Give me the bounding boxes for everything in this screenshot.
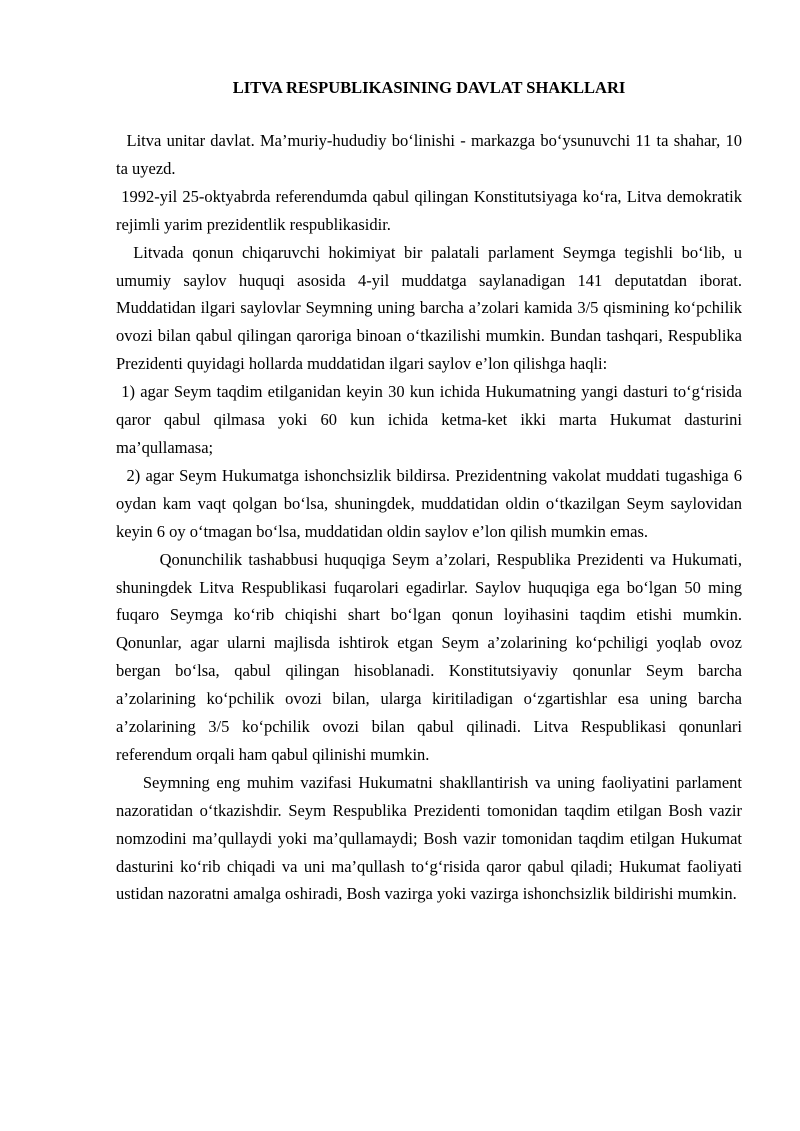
paragraph-condition-1: 1) agar Seym taqdim etilganidan keyin 30 kun ichida Hukumatning yangi dasturi to‘g‘risida qaror qabul qilmasa yoki 60 kun ichida ketma-ket ikki marta Hukumat dasturini ma’qullamasa; bbox=[116, 382, 747, 457]
paragraph-legislature: Litvada qonun chiqaruvchi hokimiyat bir palatali parlament Seymga tegishli bo‘lib, u umumiy saylov huquqi asosida 4-yil muddatga saylanadigan 141 deputatdan iborat. Muddatidan ilgari saylovlar Seymning uning barcha a’zolari kamida 3/5 qismining ko‘pchilik ovozi bilan qabul qilingan qaroriga binoan o‘tkazilishi mumkin. Bundan tashqari, Respublika Prezidenti quyidagi hollarda muddatidan ilgari saylov e’lon qilishga haqli: bbox=[116, 242, 747, 374]
paragraph-constitution: 1992-yil 25-oktyabrda referendumda qabul qilingan Konstitutsiyaga ko‘ra, Litva demokratik rejimli yarim prezidentlik respublikasidir. bbox=[116, 186, 747, 234]
paragraph-condition-2: 2) agar Seym Hukumatga ishonchsizlik bildirsa. Prezidentning vakolat muddati tugashiga 6 oydan kam vaqt qolgan bo‘lsa, shuningdek, muddatidan oldin o‘tkazilgan Seym saylovidan keyin 6 oy o‘tmagan bo‘lsa, muddatidan oldin saylov e’lon qilish mumkin emas. bbox=[116, 465, 747, 541]
document-body bbox=[116, 127, 747, 908]
document-title: LITVA RESPUBLIKASINING DAVLAT SHAKLLARI bbox=[232, 78, 626, 97]
paragraph-administrative-division: Litva unitar davlat. Ma’muriy-hududiy bo‘linishi - markazga bo‘ysunuvchi 11 ta shahar, 10 ta uyezd. bbox=[116, 131, 747, 178]
paragraph-legislative-initiative: Qonunchilik tashabbusi huquqiga Seym a’zolari, Respublika Prezidenti va Hukumati, shuningdek Litva Respublikasi fuqarolari egadirlar. Saylov huquqiga ega bo‘lgan 50 ming fuqaro Seymga ko‘rib chiqishi shart bo‘lgan qonun loyihasini taqdim etishi mumkin. Qonunlar, agar ularni majlisda ishtirok etgan Seym a’zolarining ko‘pchiligi yoqlab ovoz bergan bo‘lsa, qabul qilingan hisoblanadi. Konstitutsiyaviy qonunlar Seym barcha a’zolarining ko‘pchilik ovozi bilan, ularga kiritiladigan o‘zgartishlar esa uning barcha a’zolarining 3/5 ko‘pchilik ovozi bilan qabul qilinadi. Litva Respublikasi qonunlari referendum orqali ham qabul qilinishi mumkin. bbox=[116, 549, 747, 764]
paragraph-seym-duties: Seymning eng muhim vazifasi Hukumatni shakllantirish va uning faoliyatini parlament nazoratidan o‘tkazishdir. Seym Respublika Prezidenti tomonidan taqdim etilgan Bosh vazir nomzodini ma’qullaydi yoki ma’qullamaydi; Bosh vazir tomonidan taqdim etilgan Hukumat dasturini ko‘rib chiqadi va uni ma’qullash to‘g‘risida qaror qabul qiladi; Hukumat faoliyati ustidan nazoratni amalga oshiradi, Bosh vazirga yoki vazirga ishonchsizlik bildirishi mumkin. bbox=[116, 772, 747, 904]
